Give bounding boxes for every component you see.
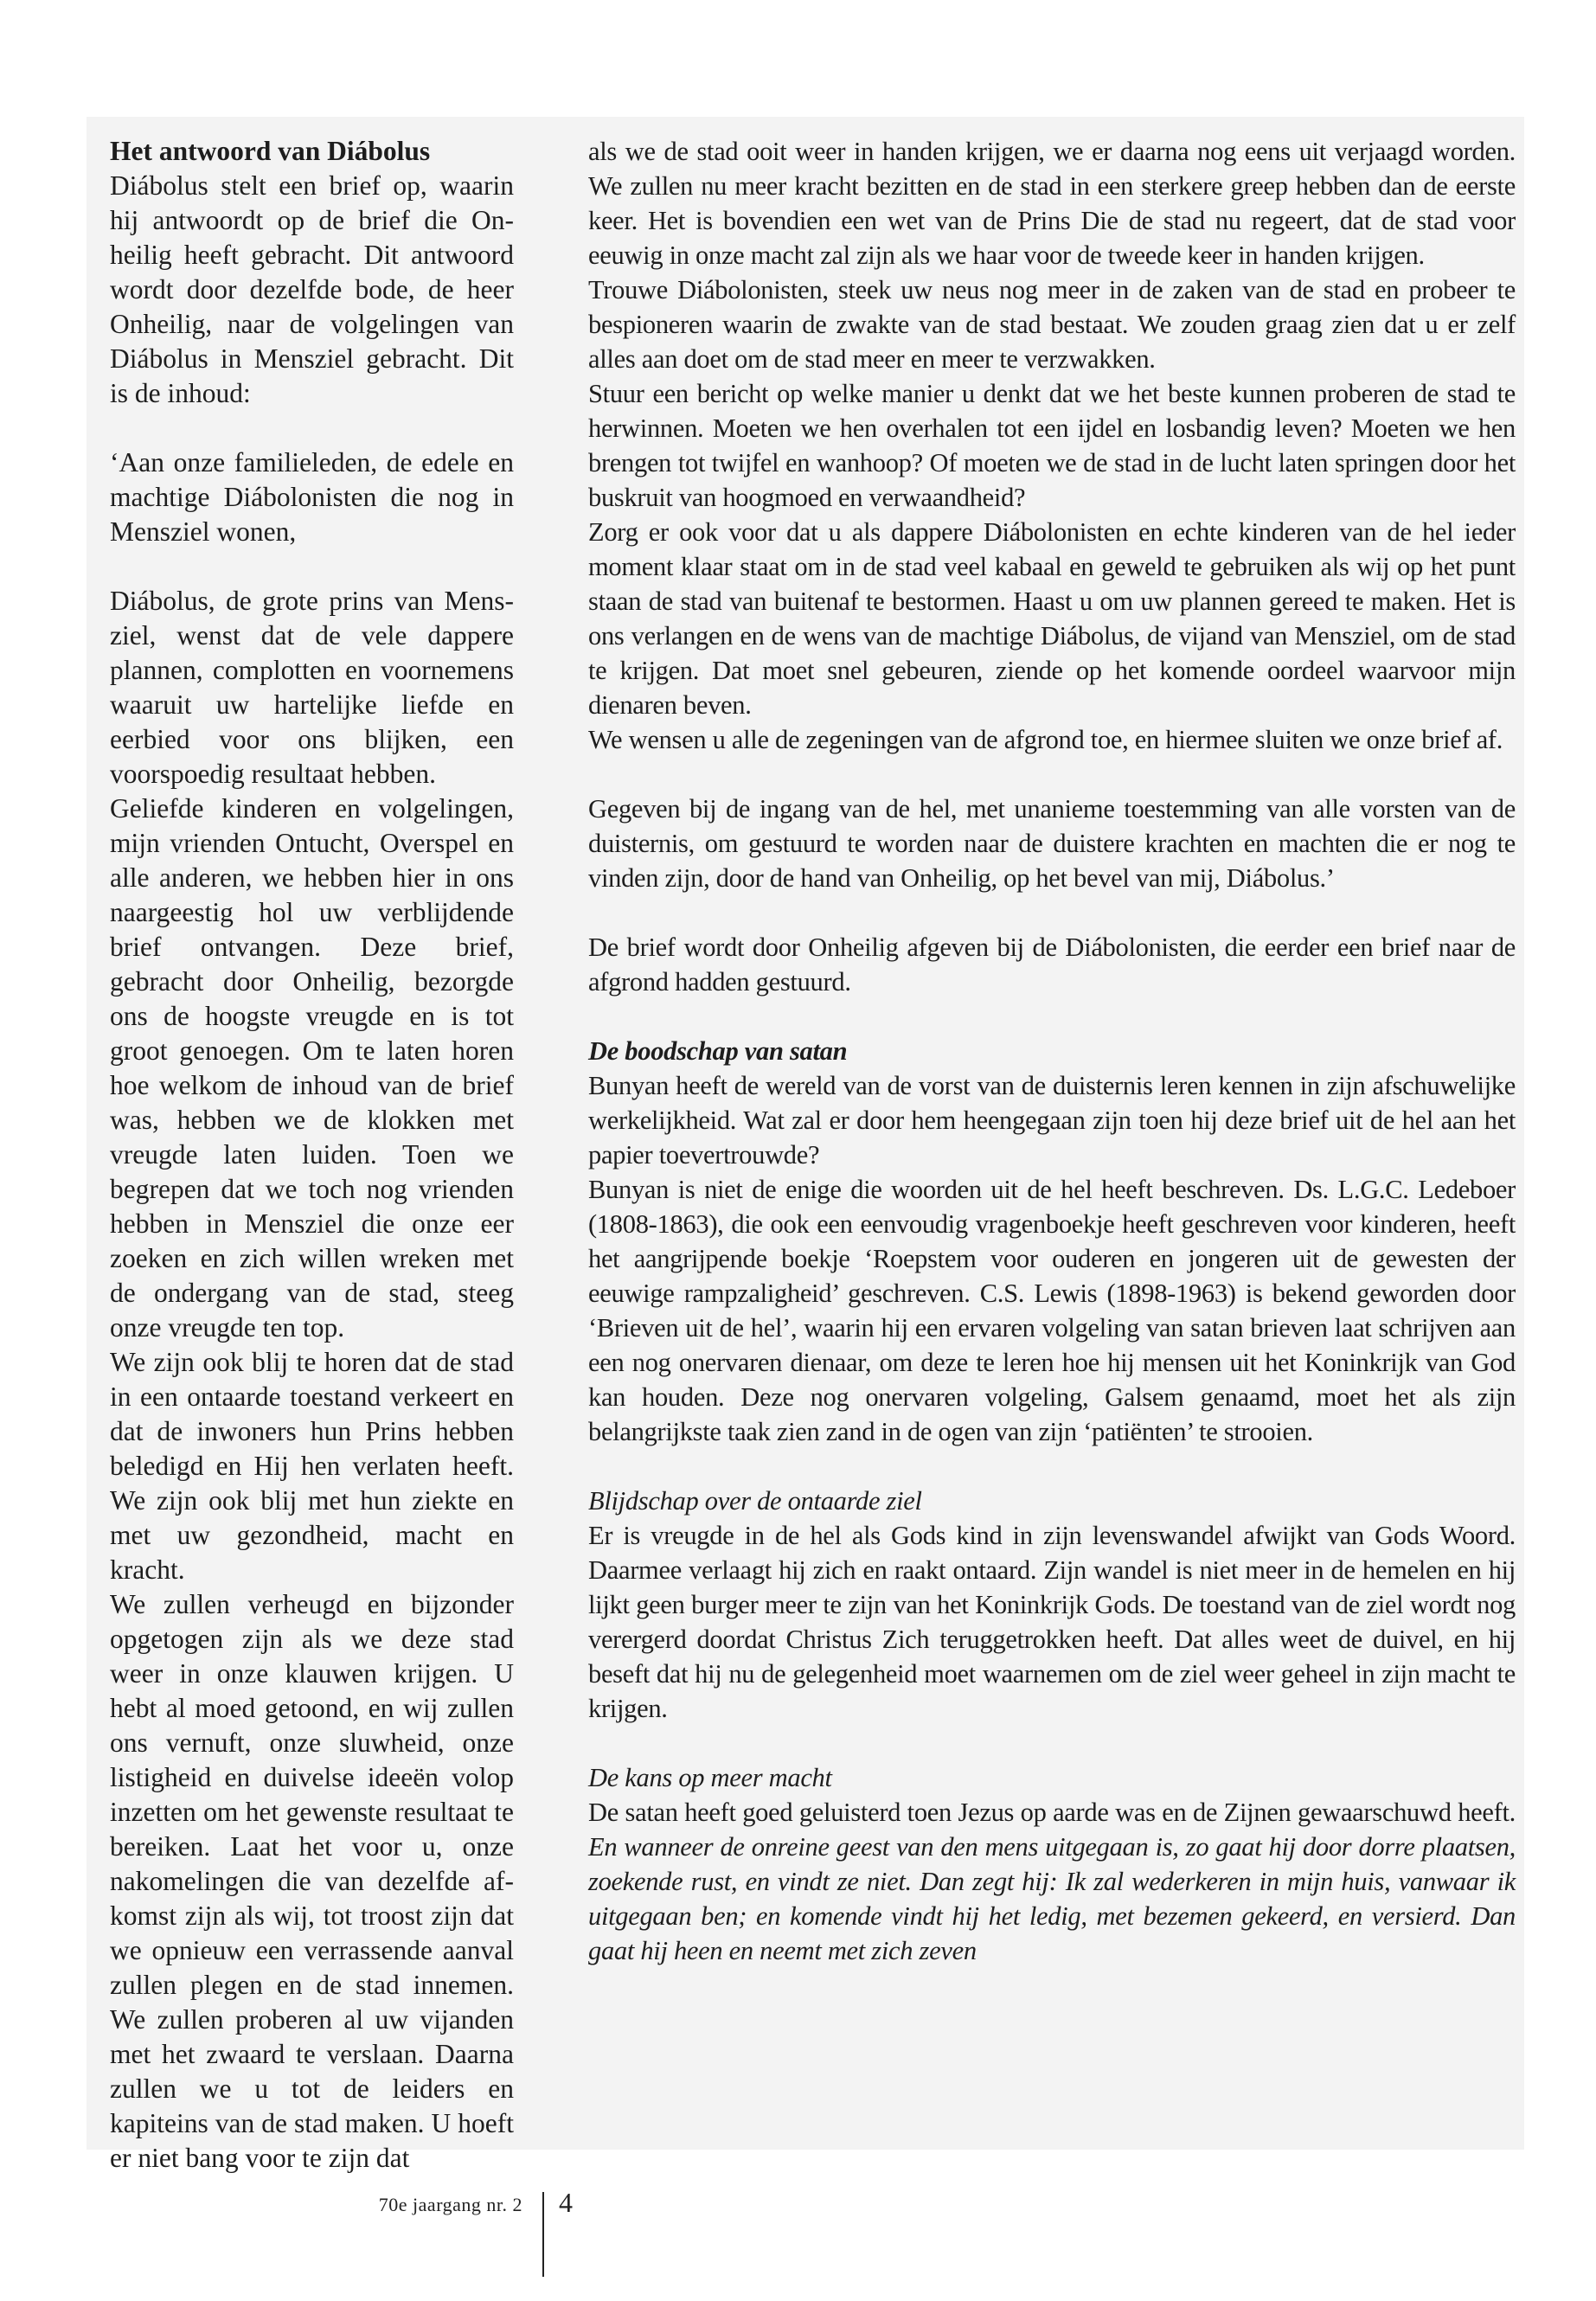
paragraph-gap — [588, 1726, 1516, 1760]
letter-paragraph: als we de stad ooit weer in handen krijgen, we er daarna nog eens uit verjaagd worden. We zullen nu meer kracht bezitten en de stad in een sterkere greep hebben dan de eerste keer. Het is bovendien een wet van de Prins Die de stad nu regeert, dat de stad voor eeuwig in onze macht zal zijn als we haar voor de tweede keer in handen krijgen. — [588, 137, 1516, 270]
paragraph-gap — [588, 895, 1516, 930]
section-heading: Het antwoord van Diábolus — [110, 136, 431, 166]
letter-paragraph: We zullen verheugd en bijzonder opgetogen zijn als we deze stad weer in onze klauwen krijgen. U hebt al moed getoond, en wij zullen ons vernuft, onze sluwheid, onze listigheid en duivelse ideeën volop inzetten om het gewenste resultaat te bereiken. Laat het voor u, onze nakomelingen die van dezelfde afkomst zijn als wij, tot troost zijn dat we opnieuw een verrassende aanval zullen plegen en de stad innemen. We zullen proberen al uw vijanden met het zwaard te verslaan. Daarna zullen we u tot de leiders en kapiteins van de stad maken. U hoeft er niet bang voor te zijn dat — [110, 1589, 514, 2173]
letter-paragraph: Diábolus, de grote prins van Mensziel, wenst dat de vele dappere plannen, complotten en voornemens waaruit uw hartelijke liefde en eerbied voor ons blijken, een voorspoedig resultaat hebben. — [110, 586, 514, 789]
body-paragraph: Er is vreugde in de hel als Gods kind in zijn levenswandel afwijkt van Gods Woord. Daarmee verlaagt hij zich en raakt ontaard. Zijn wandel is niet meer in de hemelen en hij lijkt geen burger meer te zijn van het Koninkrijk Gods. De toestand van de ziel wordt nog verergerd doordat Christus Zich teruggetrokken heeft. Dat alles weet de duivel, en hij beseft dat hij nu de gelegenheid moet waarnemen om de ziel weer geheel in zijn macht te krijgen. — [588, 1521, 1516, 1723]
subsection-heading: De kans op meer macht — [588, 1763, 832, 1792]
right-column — [588, 134, 1516, 1968]
delivery-note: De brief wordt door Onheilig afgeven bij de Diábolonisten, die eerder een brief naar de afgrond hadden gestuurd. — [588, 933, 1516, 997]
letter-paragraph: Trouwe Diábolonisten, steek uw neus nog meer in de zaken van de stad en probeer te bespioneren waarin de zwakte van de stad bestaat. We zouden graag zien dat u er zelf alles aan doet om de stad meer en meer te verzwakken. — [588, 275, 1516, 374]
intro-paragraph: Diábolus stelt een brief op, waarin hij antwoordt op de brief die Onheilig heeft gebracht. Dit antwoord wordt door dezelfde bode, de heer Onheilig, naar de volgelingen van Diábolus in Mensziel gebracht. Dit is de inhoud: — [110, 170, 514, 408]
letter-paragraph: We zijn ook blij te horen dat de stad in een ontaarde toestand verkeert en dat de inwoners hun Prins hebben beledigd en Hij hen verlaten heeft. We zijn ook blij met hun ziekte en met uw gezondheid, macht en kracht. — [110, 1347, 514, 1585]
paragraph-gap — [588, 757, 1516, 792]
page-footer — [0, 2187, 1596, 2279]
paragraph-gap — [588, 1449, 1516, 1484]
letter-paragraph: Stuur een bericht op welke manier u denkt dat we het beste kunnen proberen de stad te herwinnen. Moeten we hen overhalen tot een ijdel en losbandig leven? Moeten we hen brengen tot twijfel en wanhoop? Of moeten we de stad in de lucht laten springen door het buskruit van hoogmoed en verwaandheid? — [588, 379, 1516, 512]
body-text: De satan heeft goed geluisterd toen Jezus op aarde was en de Zijnen gewaarschuwd heeft. — [588, 1798, 1516, 1827]
scripture-quote: En wanneer de onreine geest van den mens uitgegaan is, zo gaat hij door dorre plaatsen, zoekende rust, en vindt ze niet. Dan zegt hij: Ik zal wederkeren in mijn huis, vanwaar ik uitgegaan ben; en komende vindt hij het ledig, met bezemen gekeerd, en versierd. Dan gaat hij heen en neemt met zich zeven — [588, 1832, 1516, 1965]
paragraph-gap — [110, 411, 514, 445]
page-number: 4 — [559, 2187, 573, 2218]
footer-divider — [542, 2192, 544, 2277]
letter-closing: Gegeven bij de ingang van de hel, met unanieme toestemming van alle vorsten van de duisternis, om gestuurd te worden naar de duistere krachten en machten die er nog te vinden zijn, door de hand van Onheilig, op het bevel van mij, Diábolus.’ — [588, 794, 1516, 893]
body-paragraph: Bunyan is niet de enige die woorden uit de hel heeft beschreven. Ds. L.G.C. Ledeboer (1808-1863), die ook een eenvoudig vragenboekje heeft geschreven voor kinderen, heeft het aangrijpende boekje ‘Roepstem voor ouderen en jongeren uit de gewesten der eeuwige rampzaligheid’ geschreven. C.S. Lewis (1898-1963) is bekend geworden door ‘Brieven uit de hel’, waarin hij een ervaren volgeling van satan brieven laat schrijven aan een nog onervaren dienaar, om deze te leren hoe hij mensen uit het Koninkrijk van God kan houden. Deze nog onervaren volgeling, Galsem genaamd, moet het als zijn belangrijkste taak zien zand in de ogen van zijn ‘patiënten’ te strooien. — [588, 1175, 1516, 1446]
letter-paragraph: Geliefde kinderen en volgelingen, mijn vrienden Ontucht, Overspel en alle anderen, we hebben hier in ons naargeestig hol uw verblijdende brief ontvangen. Deze brief, gebracht door Onheilig, bezorgde ons de hoogste vreugde en is tot groot genoegen. Om te laten horen hoe welkom de inhoud van de brief was, hebben we de klokken met vreugde laten luiden. Toen we begrepen dat we toch nog vrienden hebben in Mensziel die onze eer zoeken en zich willen wreken met de ondergang van de stad, steeg onze vreugde ten top. — [110, 793, 514, 1343]
body-paragraph: Bunyan heeft de wereld van de vorst van de duisternis leren kennen in zijn afschuwelijke werkelijkheid. Wat zal er door hem heengegaan zijn toen hij deze brief uit de hel aan het papier toevertrouwde? — [588, 1071, 1516, 1170]
article-panel — [87, 117, 1524, 2173]
body-paragraph — [588, 1795, 1516, 1968]
letter-paragraph: We wensen u alle de zegeningen van de afgrond toe, en hiermee sluiten we onze brief af. — [588, 725, 1503, 754]
letter-salutation: ‘Aan onze familieleden, de edele en machtige Diábolonisten die nog in Mensziel wonen, — [110, 447, 514, 547]
paragraph-gap — [588, 999, 1516, 1034]
subsection-heading: Blijdschap over de ontaarde ziel — [588, 1486, 922, 1516]
left-column — [110, 134, 514, 2176]
issue-label: 70e jaargang nr. 2 — [378, 2194, 522, 2215]
letter-paragraph: Zorg er ook voor dat u als dappere Diábolonisten en echte kinderen van de hel ieder moment klaar staat om in de stad veel kabaal en geweld te gebruiken als wij op het punt staan de stad van buitenaf te bestormen. Haast u om uw plannen gereed te maken. Het is ons verlangen en de wens van de machtige Diábolus, de vijand van Mensziel, om de stad te krijgen. Dat moet snel gebeuren, ziende op het komende oordeel waarvoor mijn dienaren beven. — [588, 517, 1516, 720]
subsection-heading: De boodschap van satan — [588, 1036, 848, 1066]
paragraph-gap — [110, 549, 514, 584]
